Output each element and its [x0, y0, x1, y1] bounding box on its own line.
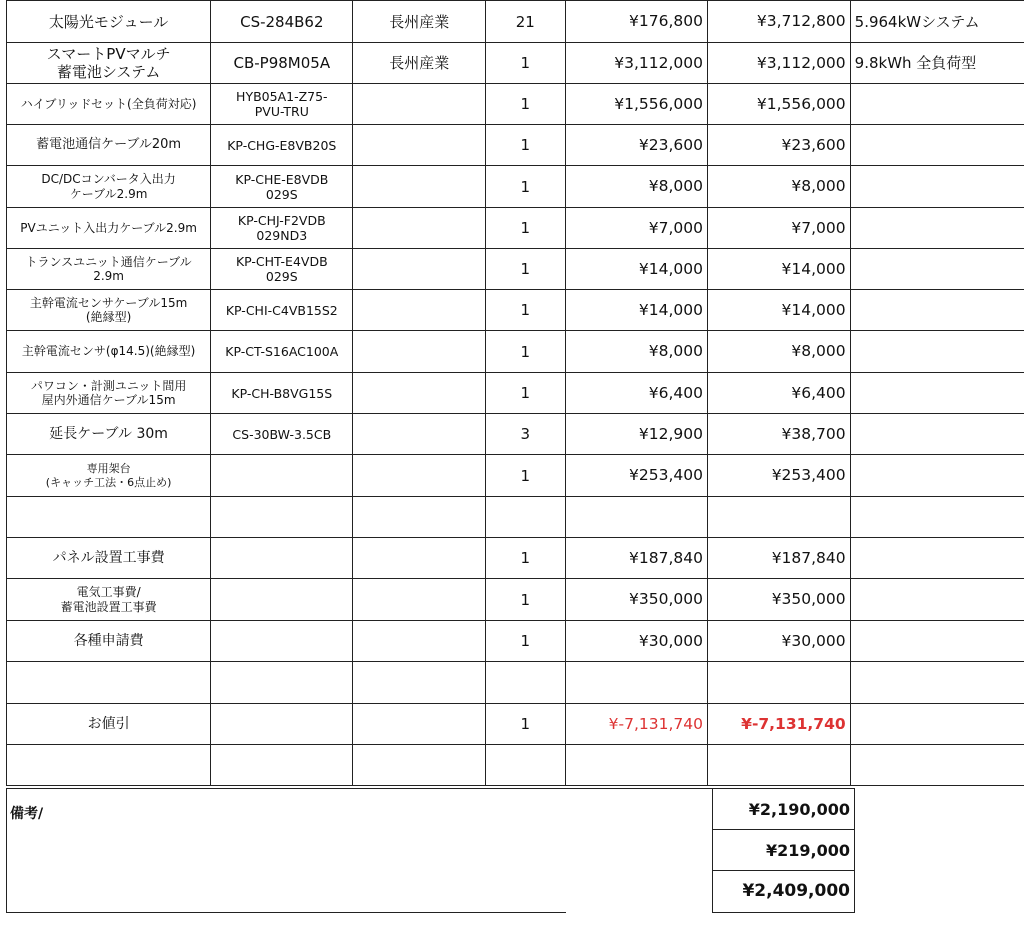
amount-cell [708, 704, 851, 745]
maker-cell [353, 497, 486, 538]
amount-cell-text: ¥30,000 [781, 631, 846, 650]
amount-cell [708, 455, 851, 497]
quantity-cell [486, 331, 565, 373]
amount-cell-text: ¥1,556,000 [756, 94, 846, 113]
maker-cell [353, 538, 486, 579]
amount-cell-text: ¥350,000 [771, 590, 846, 609]
unit-price-cell-text: ¥12,900 [638, 424, 704, 443]
amount-cell [708, 290, 851, 331]
item-name-cell [7, 43, 211, 84]
maker-cell-text: 長州産業 [389, 54, 450, 72]
amount-cell-text: ¥3,712,800 [756, 12, 846, 31]
quantity-cell-text: 1 [520, 632, 531, 650]
remark-cell [850, 125, 1024, 166]
model-number-cell [211, 497, 353, 538]
item-name-cell [7, 208, 211, 249]
quantity-cell [486, 745, 565, 786]
unit-price-cell [565, 497, 708, 538]
remark-cell [850, 373, 1024, 414]
unit-price-cell-text: ¥8,000 [648, 177, 704, 196]
item-name-cell [7, 745, 211, 786]
unit-price-cell [565, 704, 708, 745]
remark-cell [850, 704, 1024, 745]
unit-price-cell [565, 538, 708, 579]
remark-cell [850, 290, 1024, 331]
amount-cell [708, 331, 851, 373]
quantity-cell [486, 662, 565, 704]
item-name-cell-text: 電気工事費/ 蓄電池設置工事費 [60, 585, 157, 614]
quantity-cell-text: 1 [520, 260, 531, 278]
maker-cell [353, 455, 486, 497]
quantity-cell-text: 1 [520, 549, 531, 567]
unit-price-cell-text: ¥1,556,000 [614, 94, 704, 113]
remark-cell-text: 9.8kWh 全負荷型 [854, 54, 977, 72]
quantity-cell-text: 3 [520, 425, 531, 443]
item-name-cell [7, 621, 211, 662]
amount-cell-text: ¥8,000 [791, 342, 846, 361]
unit-price-cell [565, 373, 708, 414]
amount-cell-text: ¥14,000 [781, 300, 846, 319]
amount-cell-text: ¥187,840 [771, 548, 846, 567]
remark-cell [850, 1, 1024, 43]
subtotal-value: ¥2,190,000 [713, 789, 854, 830]
item-name-cell-text: 主幹電流センサ(φ14.5)(絶縁型) [21, 344, 196, 359]
amount-cell-text: ¥23,600 [781, 135, 846, 154]
unit-price-cell-text: ¥30,000 [638, 631, 704, 650]
table-row [7, 290, 1024, 331]
amount-cell [708, 414, 851, 455]
remark-cell [850, 84, 1024, 125]
unit-price-cell [565, 125, 708, 166]
item-name-cell-text: パネル設置工事費 [52, 549, 165, 566]
quantity-cell-text: 1 [520, 384, 531, 402]
quantity-cell [486, 538, 565, 579]
item-name-cell-text: ハイブリッドセット(全負荷対応) [20, 96, 197, 111]
remark-cell [850, 414, 1024, 455]
table-row [7, 745, 1024, 786]
table-row [7, 455, 1024, 497]
unit-price-cell [565, 1, 708, 43]
quote-rows [7, 1, 1024, 786]
model-number-cell [211, 414, 353, 455]
table-row [7, 414, 1024, 455]
table-row [7, 43, 1024, 84]
remark-cell [850, 538, 1024, 579]
table-row [7, 1, 1024, 43]
remark-cell [850, 43, 1024, 84]
model-number-cell-text: KP-CHG-E8VB20S [227, 137, 337, 153]
item-name-cell [7, 331, 211, 373]
maker-cell [353, 249, 486, 290]
unit-price-cell [565, 84, 708, 125]
amount-cell [708, 249, 851, 290]
item-name-cell [7, 249, 211, 290]
item-name-cell-text: 主幹電流センサケーブル15m (絶縁型) [29, 295, 188, 324]
quote-table [6, 0, 1024, 786]
table-row [7, 662, 1024, 704]
unit-price-cell [565, 43, 708, 84]
quantity-cell [486, 497, 565, 538]
item-name-cell [7, 1, 211, 43]
remark-cell [850, 497, 1024, 538]
amount-cell [708, 745, 851, 786]
model-number-cell [211, 43, 353, 84]
model-number-cell-text: KP-CHE-E8VDB 029S [235, 171, 329, 202]
remark-cell [850, 621, 1024, 662]
amount-cell-text: ¥253,400 [771, 466, 846, 485]
remark-cell-text: 5.964kWシステム [854, 12, 980, 31]
quantity-cell-text: 21 [515, 12, 535, 31]
table-row [7, 208, 1024, 249]
unit-price-cell [565, 331, 708, 373]
quantity-cell [486, 1, 565, 43]
amount-cell [708, 125, 851, 166]
model-number-cell [211, 455, 353, 497]
unit-price-cell-text: ¥14,000 [638, 300, 704, 319]
remark-cell [850, 662, 1024, 704]
item-name-cell-text: お値引 [87, 715, 130, 732]
maker-cell [353, 579, 486, 621]
unit-price-cell-text: ¥350,000 [629, 590, 704, 609]
table-row [7, 166, 1024, 208]
unit-price-cell [565, 662, 708, 704]
model-number-cell-text: HYB05A1-Z75- PVU-TRU [236, 89, 328, 119]
model-number-cell-text: KP-CHJ-F2VDB 029ND3 [237, 213, 326, 243]
unit-price-cell-text: ¥187,840 [629, 548, 704, 567]
item-name-cell-text: 専用架台 (キャッチ工法・6点止め) [45, 462, 172, 489]
quantity-cell-text: 1 [520, 177, 531, 196]
quantity-cell-text: 1 [520, 590, 531, 609]
amount-cell [708, 621, 851, 662]
amount-cell-text: ¥7,000 [791, 218, 846, 237]
amount-cell [708, 497, 851, 538]
quantity-cell [486, 208, 565, 249]
maker-cell [353, 84, 486, 125]
item-name-cell-text: 太陽光モジュール [48, 12, 169, 31]
table-row [7, 84, 1024, 125]
table-row [7, 125, 1024, 166]
amount-cell-text: ¥14,000 [781, 259, 846, 278]
unit-price-cell [565, 745, 708, 786]
unit-price-cell-text: ¥3,112,000 [614, 53, 704, 72]
unit-price-cell [565, 455, 708, 497]
amount-cell [708, 538, 851, 579]
amount-cell [708, 84, 851, 125]
model-number-cell [211, 166, 353, 208]
maker-cell [353, 414, 486, 455]
unit-price-cell-text: ¥14,000 [638, 259, 704, 278]
item-name-cell [7, 579, 211, 621]
quantity-cell [486, 166, 565, 208]
unit-price-cell [565, 290, 708, 331]
item-name-cell-text: パワコン・計測ユニット間用 屋内外通信ケーブル15m [30, 378, 187, 407]
unit-price-cell [565, 208, 708, 249]
maker-cell [353, 621, 486, 662]
item-name-cell [7, 290, 211, 331]
quantity-cell [486, 290, 565, 331]
item-name-cell [7, 414, 211, 455]
amount-cell [708, 373, 851, 414]
model-number-cell [211, 579, 353, 621]
amount-cell-text: ¥6,400 [791, 383, 846, 402]
quantity-cell-text: 1 [520, 466, 531, 485]
amount-cell [708, 1, 851, 43]
quantity-cell-text: 1 [520, 342, 531, 361]
maker-cell [353, 745, 486, 786]
item-name-cell-text: 延長ケーブル 30m [49, 425, 168, 442]
item-name-cell-text: トランスユニット通信ケーブル2.9m [25, 254, 192, 283]
amount-cell-text: ¥-7,131,740 [741, 714, 846, 733]
table-row [7, 331, 1024, 373]
quantity-cell [486, 373, 565, 414]
item-name-cell [7, 125, 211, 166]
remark-cell [850, 455, 1024, 497]
quantity-cell [486, 125, 565, 166]
amount-cell [708, 208, 851, 249]
totals-box [712, 788, 855, 913]
amount-cell-text: ¥3,112,000 [756, 53, 846, 72]
quantity-cell [486, 621, 565, 662]
model-number-cell [211, 290, 353, 331]
quantity-cell [486, 84, 565, 125]
amount-cell [708, 166, 851, 208]
quantity-cell [486, 43, 565, 84]
unit-price-cell-text: ¥-7,131,740 [608, 714, 704, 733]
quantity-cell [486, 579, 565, 621]
unit-price-cell-text: ¥6,400 [648, 383, 704, 402]
model-number-cell [211, 1, 353, 43]
item-name-cell-text: 各種申請費 [73, 632, 144, 649]
unit-price-cell-text: ¥8,000 [648, 342, 704, 361]
remark-cell [850, 208, 1024, 249]
remarks-box [6, 788, 566, 913]
table-row [7, 579, 1024, 621]
item-name-cell [7, 166, 211, 208]
model-number-cell [211, 249, 353, 290]
footer-section [6, 788, 854, 913]
maker-cell [353, 166, 486, 208]
maker-cell [353, 331, 486, 373]
item-name-cell [7, 662, 211, 704]
quantity-cell-text: 1 [520, 715, 531, 733]
item-name-cell [7, 84, 211, 125]
unit-price-cell-text: ¥23,600 [638, 135, 704, 154]
amount-cell-text: ¥8,000 [791, 177, 846, 196]
table-row [7, 373, 1024, 414]
item-name-cell [7, 704, 211, 745]
maker-cell [353, 290, 486, 331]
model-number-cell [211, 331, 353, 373]
remark-cell [850, 331, 1024, 373]
quantity-cell-text: 1 [520, 136, 531, 154]
quantity-cell-text: 1 [520, 95, 531, 113]
model-number-cell-text: KP-CHT-E4VDB 029S [235, 254, 328, 284]
maker-cell-text: 長州産業 [389, 12, 450, 31]
item-name-cell [7, 497, 211, 538]
maker-cell [353, 662, 486, 704]
model-number-cell [211, 621, 353, 662]
model-number-cell [211, 373, 353, 414]
model-number-cell [211, 208, 353, 249]
quantity-cell [486, 249, 565, 290]
quantity-cell-text: 1 [520, 219, 531, 237]
quantity-cell [486, 704, 565, 745]
model-number-cell-text: KP-CH-B8VG15S [231, 385, 333, 401]
amount-cell [708, 662, 851, 704]
remarks-label: 備考/ [10, 806, 44, 822]
amount-cell [708, 43, 851, 84]
item-name-cell [7, 373, 211, 414]
model-number-cell-text: KP-CT-S16AC100A [225, 344, 339, 359]
item-name-cell-text: PVユニット入出力ケーブル2.9m [20, 220, 197, 235]
total-value: ¥2,409,000 [742, 881, 850, 901]
table-row [7, 621, 1024, 662]
item-name-cell [7, 455, 211, 497]
maker-cell [353, 1, 486, 43]
quantity-cell-text: 1 [520, 54, 531, 72]
footer-gap [566, 788, 712, 913]
quantity-cell-text: 1 [520, 301, 531, 319]
unit-price-cell-text: ¥253,400 [629, 466, 704, 485]
maker-cell [353, 43, 486, 84]
unit-price-cell-text: ¥7,000 [648, 218, 704, 237]
table-row [7, 538, 1024, 579]
maker-cell [353, 373, 486, 414]
model-number-cell [211, 745, 353, 786]
model-number-cell [211, 704, 353, 745]
unit-price-cell [565, 249, 708, 290]
amount-cell [708, 579, 851, 621]
unit-price-cell [565, 621, 708, 662]
item-name-cell-text: DC/DCコンバータ入出力 ケーブル2.9m [41, 172, 176, 201]
model-number-cell-text: CB-P98M05A [233, 54, 331, 72]
tax-value: ¥219,000 [713, 830, 854, 871]
model-number-cell-text: KP-CHI-C4VB15S2 [225, 302, 338, 318]
table-row [7, 497, 1024, 538]
table-row [7, 704, 1024, 745]
item-name-cell-text: スマートPVマルチ 蓄電池システム [46, 45, 171, 81]
unit-price-cell [565, 414, 708, 455]
model-number-cell [211, 125, 353, 166]
maker-cell [353, 125, 486, 166]
remark-cell [850, 249, 1024, 290]
model-number-cell-text: CS-30BW-3.5CB [232, 426, 332, 442]
model-number-cell-text: CS-284B62 [240, 12, 324, 31]
remark-cell [850, 579, 1024, 621]
model-number-cell [211, 538, 353, 579]
maker-cell [353, 208, 486, 249]
quantity-cell [486, 455, 565, 497]
unit-price-cell-text: ¥176,800 [629, 12, 704, 31]
unit-price-cell [565, 166, 708, 208]
remark-cell [850, 745, 1024, 786]
maker-cell [353, 704, 486, 745]
unit-price-cell [565, 579, 708, 621]
model-number-cell [211, 84, 353, 125]
remark-cell [850, 166, 1024, 208]
quantity-cell [486, 414, 565, 455]
item-name-cell-text: 蓄電池通信ケーブル20m [36, 137, 182, 153]
amount-cell-text: ¥38,700 [781, 424, 846, 443]
item-name-cell [7, 538, 211, 579]
table-row [7, 249, 1024, 290]
model-number-cell [211, 662, 353, 704]
